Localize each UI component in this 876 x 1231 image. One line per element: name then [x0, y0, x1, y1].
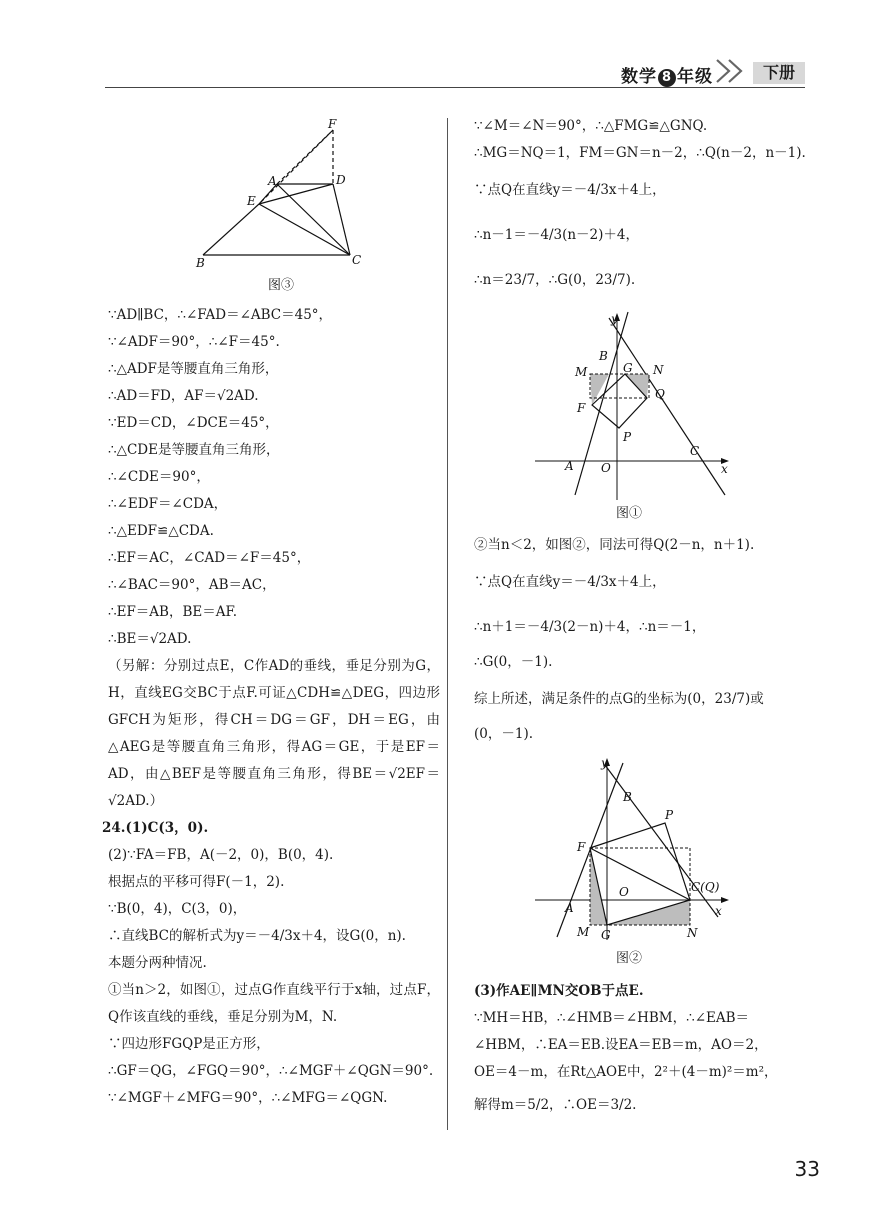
header-rule — [105, 87, 805, 88]
q24-part2: (2)∵FA＝FB，A(－2，0)，B(0，4). — [108, 847, 334, 863]
text-line: 根据点的平移可得F(－1，2). — [108, 874, 285, 890]
text-line: ∴n－1＝－4/3(n－2)＋4， — [474, 227, 640, 243]
right-column-bottom — [474, 978, 814, 1119]
text-line: (0，－1). — [474, 726, 534, 742]
figure-2 — [535, 755, 735, 945]
label-F: F — [328, 117, 337, 131]
fig1-label-A: A — [565, 459, 574, 473]
figure-3-caption: 图③ — [268, 278, 295, 293]
text-line: ∴G(0，－1). — [474, 654, 553, 670]
left-column — [102, 302, 440, 1112]
fig1-label-N: N — [653, 363, 664, 377]
right-column-middle — [474, 532, 814, 748]
label-B: B — [196, 256, 205, 270]
page-header — [105, 56, 805, 88]
fig2-label-x: x — [715, 904, 722, 918]
fig2-label-O: O — [619, 885, 629, 899]
fig2-label-G: G — [601, 928, 611, 942]
text-line: ∵AD∥BC，∴∠FAD＝∠ABC＝45°， — [108, 307, 333, 323]
fig1-label-C: C — [690, 444, 700, 458]
text-line: ∴△EDF≌△CDA. — [108, 523, 214, 539]
label-C: C — [352, 253, 362, 267]
q24-part3: (3)作AE∥MN交OB于点E. — [474, 983, 644, 999]
column-divider — [447, 118, 448, 1130]
volume-tag: 下册 — [753, 62, 805, 84]
fig2-label-A: A — [565, 901, 574, 915]
text-line: ②当n＜2，如图②，同法可得Q(2－n，n＋1). — [474, 537, 755, 553]
page-number: 33 — [794, 1157, 820, 1181]
text-line: ∴GF＝QG，∠FGQ＝90°，∴∠MGF＋∠QGN＝90°. — [108, 1063, 434, 1079]
text-line: ∴n＝23/7，∴G(0，23/7). — [474, 272, 636, 288]
text-line: ∴△CDE是等腰直角三角形， — [108, 442, 280, 458]
text-line: ∴MG＝NQ＝1，FM＝GN＝n－2，∴Q(n－2，n－1). — [474, 145, 806, 161]
label-D: D — [336, 173, 346, 187]
text-line: ∴∠EDF＝∠CDA， — [108, 496, 228, 512]
fig1-label-O: O — [601, 461, 611, 475]
grade-badge: 8 — [658, 69, 676, 87]
text-line: ∴∠BAC＝90°，AB＝AC， — [108, 577, 276, 593]
text-line: ∴∠CDE＝90°， — [108, 469, 210, 485]
fig1-label-Q: Q — [655, 387, 665, 401]
fig1-label-P: P — [623, 430, 632, 444]
text-line: ∵四边形FGQP是正方形， — [108, 1036, 270, 1052]
text-line: ∵∠ADF＝90°，∴∠F＝45°. — [108, 334, 280, 350]
text-line: ∵点Q在直线y＝－4/3x＋4上， — [474, 182, 666, 198]
text-line: ∴EF＝AC，∠CAD＝∠F＝45°， — [108, 550, 311, 566]
figure-2-caption: 图② — [616, 951, 643, 966]
text-line: ∵ED＝CD，∠DCE＝45°， — [108, 415, 279, 431]
right-column-top — [474, 113, 814, 294]
fig2-label-P: P — [665, 808, 674, 822]
fig2-label-B: B — [623, 790, 632, 804]
fig1-label-y: y — [611, 312, 618, 326]
text-line: ∴AD＝FD，AF＝√2AD. — [108, 388, 259, 404]
text-line: ∴直线BC的解析式为y＝－4/3x＋4，设G(0，n). — [108, 928, 406, 944]
text-line: ∴△ADF是等腰直角三角形， — [108, 361, 279, 377]
text-line: ∵MH＝HB，∴∠HMB＝∠HBM，∴∠EAB＝ — [474, 1010, 750, 1026]
double-chevron-icon — [713, 56, 749, 86]
text-line: 综上所述，满足条件的点G的坐标为(0，23/7)或 — [474, 691, 764, 707]
figure-1-caption: 图① — [616, 506, 643, 521]
fig2-label-CQ: C(Q) — [691, 880, 720, 894]
figure-1 — [535, 310, 735, 505]
text-line: OE＝4－m，在Rt△AOE中，2²＋(4－m)²＝m²， — [474, 1064, 778, 1080]
label-E: E — [247, 194, 256, 208]
text-line: ∴EF＝AB，BE＝AF. — [108, 604, 238, 620]
subject-title: 数学 8 年级 — [621, 67, 713, 87]
text-line: 本题分两种情况. — [108, 955, 207, 971]
fig1-label-B: B — [599, 349, 608, 363]
text-line: ∴n＋1＝－4/3(2－n)＋4，∴n＝－1， — [474, 619, 706, 635]
text-line: ∴BE＝√2AD. — [108, 631, 192, 647]
case-1-text: ①当n＞2，如图①，过点G作直线平行于x轴，过点F，Q作该直线的垂线，垂足分别为M，N. — [108, 982, 440, 1025]
text-line: ∵∠M＝∠N＝90°，∴△FMG≌△GNQ. — [474, 118, 708, 134]
text-line: 解得m＝5/2，∴OE＝3/2. — [474, 1097, 637, 1113]
label-A: A — [268, 174, 277, 188]
fig2-label-F: F — [577, 840, 586, 854]
text-line: ∵B(0，4)，C(3，0)， — [108, 901, 247, 917]
figure-3 — [180, 112, 400, 272]
fig2-label-M: M — [577, 925, 590, 939]
text-line: ∵点Q在直线y＝－4/3x＋4上， — [474, 574, 666, 590]
text-line: ∵∠MGF＋∠MFG＝90°，∴∠MFG＝∠QGN. — [108, 1090, 388, 1106]
fig2-label-y: y — [601, 756, 608, 770]
fig1-label-F: F — [577, 401, 586, 415]
fig1-label-x: x — [721, 462, 728, 476]
alternative-solution: （另解：分别过点E，C作AD的垂线，垂足分别为G，H，直线EG交BC于点F.可证△CDH≌△DEG，四边形GFCH为矩形，得CH＝DG＝GF，DH＝EG，由△AEG是等腰直角三角形，得AG＝GE，于是EF＝AD，由△BEF是等腰直角三角形，得BE＝√2EF＝√2AD.） — [108, 658, 440, 809]
q24-part1: 24.(1)C(3，0). — [102, 820, 209, 836]
fig2-label-N: N — [687, 926, 698, 940]
fig1-label-G: G — [623, 361, 633, 375]
fig1-label-M: M — [575, 365, 588, 379]
text-line: ∠HBM，∴EA＝EB.设EA＝EB＝m，AO＝2， — [474, 1037, 768, 1053]
